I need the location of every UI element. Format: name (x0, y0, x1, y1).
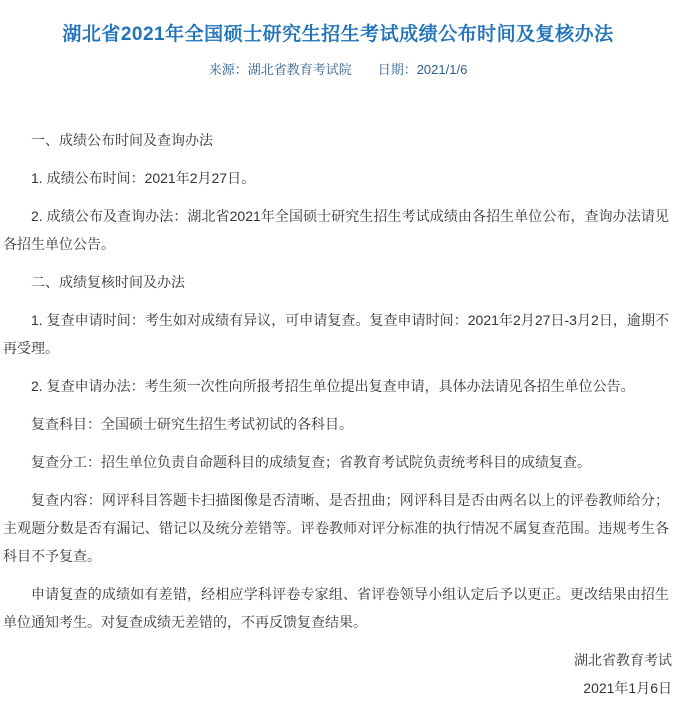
article-paragraph: 复查内容：网评科目答题卡扫描图像是否清晰、是否扭曲；网评科目是否由两名以上的评卷教师给分；主观题分数是否有漏记、错记以及统分差错等。评卷教师对评分标准的执行情况不属复查范围。违规考生各科目不予复查。 (3, 492, 669, 565)
footer-date: 2021年1月6日 (583, 680, 672, 697)
article-paragraph: 复查分工：招生单位负责自命题科目的成绩复查；省教育考试院负责统考科目的成绩复查。 (31, 454, 591, 471)
article-meta (0, 60, 676, 80)
article-paragraph: 申请复查的成绩如有差错，经相应学科评卷专家组、省评卷领导小组认定后予以更正。更改结果由招生单位通知考生。对复查成绩无差错的，不再反馈复查结果。 (3, 586, 669, 631)
meta-date: 日期：2021/1/6 (377, 62, 468, 78)
article-paragraph: 1. 复查申请时间：考生如对成绩有异议，可申请复查。复查申请时间：2021年2月27日-3月2日，逾期不再受理。 (3, 312, 669, 357)
article-body (0, 126, 676, 636)
footer-signature: 湖北省教育考试 (574, 652, 672, 669)
article-paragraph: 复查科目：全国硕士研究生招生考试初试的各科目。 (31, 416, 353, 433)
article-paragraph: 2. 成绩公布及查询办法：湖北省2021年全国硕士研究生招生考试成绩由各招生单位公布，查询办法请见各招生单位公告。 (3, 208, 669, 253)
article-paragraph: 2. 复查申请办法：考生须一次性向所报考招生单位提出复查申请，具体办法请见各招生单位公告。 (31, 378, 635, 395)
article-paragraph: 1. 成绩公布时间：2021年2月27日。 (31, 170, 256, 187)
article-footer (0, 646, 676, 702)
meta-source: 来源：湖北省教育考试院 (208, 62, 352, 78)
page-title: 湖北省2021年全国硕士研究生招生考试成绩公布时间及复核办法 (62, 23, 614, 45)
article-paragraph: 二、成绩复核时间及办法 (31, 274, 185, 291)
article-paragraph: 一、成绩公布时间及查询办法 (31, 132, 213, 149)
